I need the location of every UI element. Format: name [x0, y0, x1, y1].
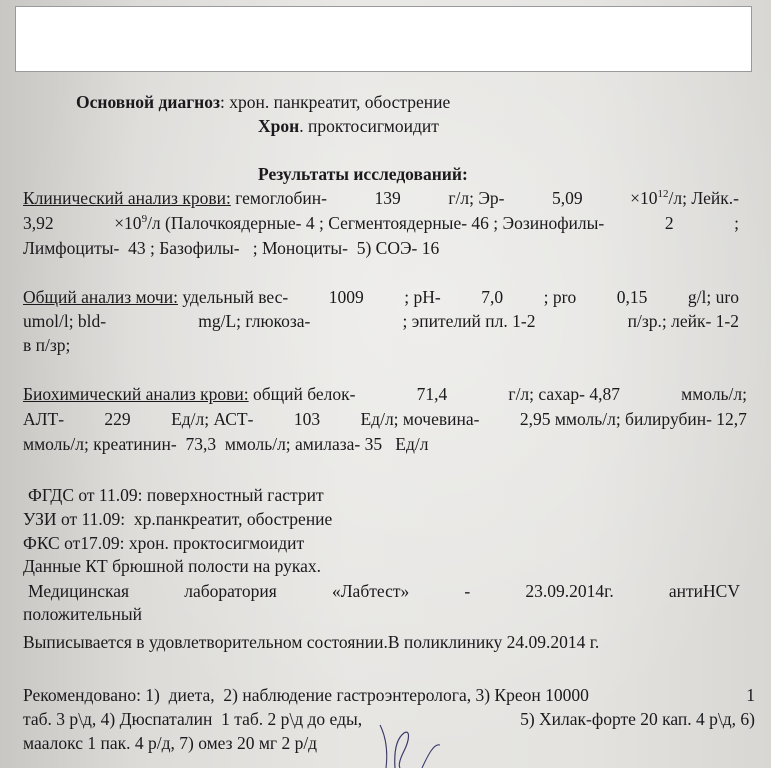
main-diagnosis-label: Основной диагноз — [76, 92, 221, 112]
biochem-line-2 — [23, 409, 747, 429]
urine-line-1 — [23, 287, 739, 307]
results-heading: Результаты исследований: — [258, 164, 468, 184]
biochem-protein-value: 71,4 — [416, 384, 448, 404]
blood-leukocyte-label: /л; Лейк.- — [668, 188, 739, 208]
urine-glucose-label: mg/L; глюкоза- — [198, 311, 311, 331]
secondary-diagnosis-text: . проктосигмоидит — [299, 116, 439, 136]
urine-line-2 — [23, 311, 739, 331]
lab-dash: - — [464, 581, 471, 601]
blood-leukocyte-value: 3,92 — [23, 213, 54, 233]
blood-hemoglobin-label: гемоглобин- — [235, 188, 327, 208]
blood-line-2 — [23, 213, 739, 233]
blood-erythrocyte-value: 5,09 — [552, 188, 583, 208]
recommendations-text-3: 5) Хилак-форте 20 кап. 4 р\д, 6) — [520, 709, 755, 729]
biochem-alt-value: 229 — [104, 409, 131, 429]
blood-analysis-label: Клинический анализ крови: — [23, 188, 231, 208]
biochem-sugar-text: г/л; сахар- 4,87 — [508, 384, 621, 404]
biochem-urea-label: Ед/л; мочевина- — [360, 409, 480, 429]
blood-erythrocyte-exponent: 12 — [657, 188, 669, 200]
fks-line: ФКС от17.09: хрон. проктосигмоидит — [23, 533, 305, 553]
urine-specific-gravity-label: удельный вес- — [182, 287, 289, 307]
lab-test-name: антиHCV — [668, 581, 740, 601]
recommendations-line-1 — [23, 685, 755, 705]
urine-analysis-label: Общий анализ мочи: — [23, 287, 178, 307]
uzi-line: УЗИ от 11.09: хр.панкреатит, обострение — [23, 509, 333, 529]
lab-date: 23.09.2014г. — [525, 581, 614, 601]
biochem-line-3: ммоль/л; креатинин- 73,3 ммоль/л; амилаза- 35 Ед/л — [23, 434, 429, 454]
recommendations-text-2: таб. 3 р\д, 4) Дюспаталин 1 таб. 2 р\д до еды, — [23, 709, 363, 729]
secondary-diagnosis-label: Хрон — [258, 116, 300, 136]
lab-name: «Лабтест» — [331, 581, 410, 601]
recommendations-line-3: маалокс 1 пак. 4 р/д, 7) омез 20 мг 2 р/д — [23, 733, 318, 753]
lab-line — [28, 581, 740, 601]
biochem-sugar-unit: ммоль/л; — [681, 384, 747, 404]
blood-line-3: Лимфоциты- 43 ; Базофилы- ; Моноциты- 5) СОЭ- 16 — [23, 238, 440, 258]
redacted-header-box — [15, 6, 752, 72]
blood-formula-text: /л (Палочкоядерные- 4 ; Сегментоядерные- 46 ; Эозинофилы- — [147, 213, 605, 233]
biochem-line-1 — [23, 384, 747, 404]
biochem-ast-value: 103 — [293, 409, 321, 429]
biochem-urea-bilirubin-text: 2,95 ммоль/л; билирубин- 12,7 — [519, 409, 747, 429]
main-diagnosis-line — [76, 92, 450, 112]
urine-leukocyte-text: п/зр.; лейк- 1-2 — [627, 311, 739, 331]
urine-line-3: в п/зр; — [23, 335, 71, 355]
blood-leukocyte-exponent: 9 — [141, 213, 148, 225]
fgds-line: ФГДС от 11.09: поверхностный гастрит — [28, 485, 324, 505]
blood-eosinophil-value: 2 — [664, 213, 674, 233]
recommendations-text-1: Рекомендовано: 1) диета, 2) наблюдение гастроэнтеролога, 3) Креон 10000 — [23, 685, 589, 705]
blood-erythrocyte-label: г/л; Эр- — [448, 188, 505, 208]
biochem-protein-label: общий белок- — [252, 384, 356, 404]
urine-protein-unit: g/l; uro — [687, 287, 739, 307]
lab-result: положительный — [23, 604, 143, 624]
biochem-ast-label: Ед/л; АСТ- — [171, 409, 254, 429]
blood-separator: ; — [734, 213, 739, 233]
urine-specific-gravity-value: 1009 — [328, 287, 364, 307]
blood-leukocyte-unit: ×10 — [114, 213, 142, 233]
discharge-line: Выписывается в удовлетворительном состоянии.В поликлинику 24.09.2014 г. — [23, 632, 600, 652]
biochem-alt-label: АЛТ- — [23, 409, 65, 429]
signature-scribble — [360, 715, 480, 768]
urine-protein-value: 0,15 — [616, 287, 648, 307]
lab-word-medical: Медицинская — [28, 581, 130, 601]
blood-hemoglobin-value: 139 — [374, 188, 401, 208]
urine-protein-label: ; pro — [543, 287, 577, 307]
urine-blood-label: umol/l; bld- — [23, 311, 107, 331]
urine-ph-value: 7,0 — [481, 287, 504, 307]
kt-line: Данные КТ брюшной полости на руках. — [23, 556, 321, 576]
blood-line-1 — [23, 188, 739, 208]
recommendations-creon-dose: 1 — [746, 685, 755, 705]
urine-ph-label: ; pH- — [404, 287, 441, 307]
main-diagnosis-colon: : — [220, 92, 225, 112]
secondary-diagnosis-line — [258, 116, 439, 136]
biochem-analysis-label: Биохимический анализ крови: — [23, 384, 249, 404]
main-diagnosis-text: хрон. панкреатит, обострение — [229, 92, 451, 112]
urine-epithelium-text: ; эпителий пл. 1-2 — [402, 311, 536, 331]
blood-erythrocyte-unit: ×10 — [630, 188, 658, 208]
lab-word-laboratory: лаборатория — [184, 581, 277, 601]
